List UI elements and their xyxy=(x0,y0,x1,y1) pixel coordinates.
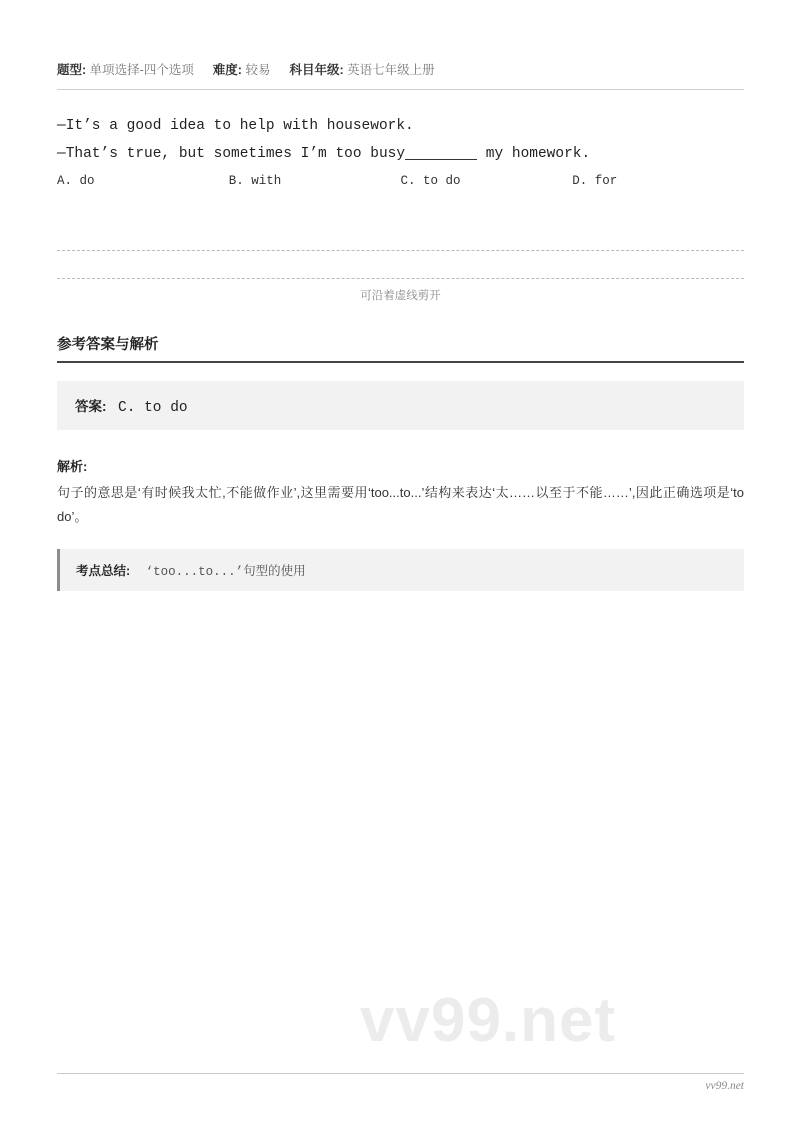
option-c[interactable]: C. to do xyxy=(400,173,461,188)
meta-difficulty-value: 较易 xyxy=(245,63,271,77)
answer-section-divider xyxy=(57,361,744,363)
meta-subject-label: 科目年级: xyxy=(289,63,344,77)
cut-line-bottom xyxy=(57,278,744,279)
answer-box xyxy=(57,381,744,430)
option-a[interactable]: A. do xyxy=(57,173,95,188)
key-point-label: 考点总结: xyxy=(76,563,131,578)
question-block xyxy=(57,112,744,168)
meta-type-value: 单项选择-四个选项 xyxy=(89,63,194,77)
option-d[interactable]: D. for xyxy=(572,173,618,188)
answer-section-title: 参考答案与解析 xyxy=(57,336,159,353)
footer-site-label: vv99.net xyxy=(705,1080,744,1092)
meta-difficulty-label: 难度: xyxy=(212,63,242,77)
options-row xyxy=(57,174,744,188)
key-point-value: ‘too...to...’句型的使用 xyxy=(145,564,306,579)
question-meta xyxy=(57,62,744,80)
question-line-2 xyxy=(57,140,744,168)
key-point-summary-box xyxy=(57,549,744,591)
answer-blank xyxy=(405,159,477,160)
answer-label: 答案: xyxy=(75,398,107,414)
explanation-text: 句子的意思是‘有时候我太忙,不能做作业’,这里需要用‘too...to...’结构来表达‘太……以至于不能……’,因此正确选项是‘to do’。 xyxy=(57,484,744,524)
document-content xyxy=(57,0,744,591)
explanation-label: 解析: xyxy=(57,458,88,474)
meta-type-label: 题型: xyxy=(57,63,87,77)
answer-value: C. to do xyxy=(118,399,188,416)
cut-hint-text: 可沿着虚线剪开 xyxy=(360,289,441,302)
question-line-2-after: my homework. xyxy=(485,145,591,162)
footer-divider xyxy=(57,1073,744,1074)
option-b[interactable]: B. with xyxy=(228,173,282,188)
cut-line-top xyxy=(57,250,744,251)
watermark: vv99.net xyxy=(360,986,617,1055)
meta-divider xyxy=(57,89,744,90)
question-line-2-before: —That’s true, but sometimes I’m too busy xyxy=(57,145,406,162)
meta-subject-value: 英语七年级上册 xyxy=(347,63,435,77)
question-line-1: —It’s a good idea to help with housework. xyxy=(57,117,414,134)
